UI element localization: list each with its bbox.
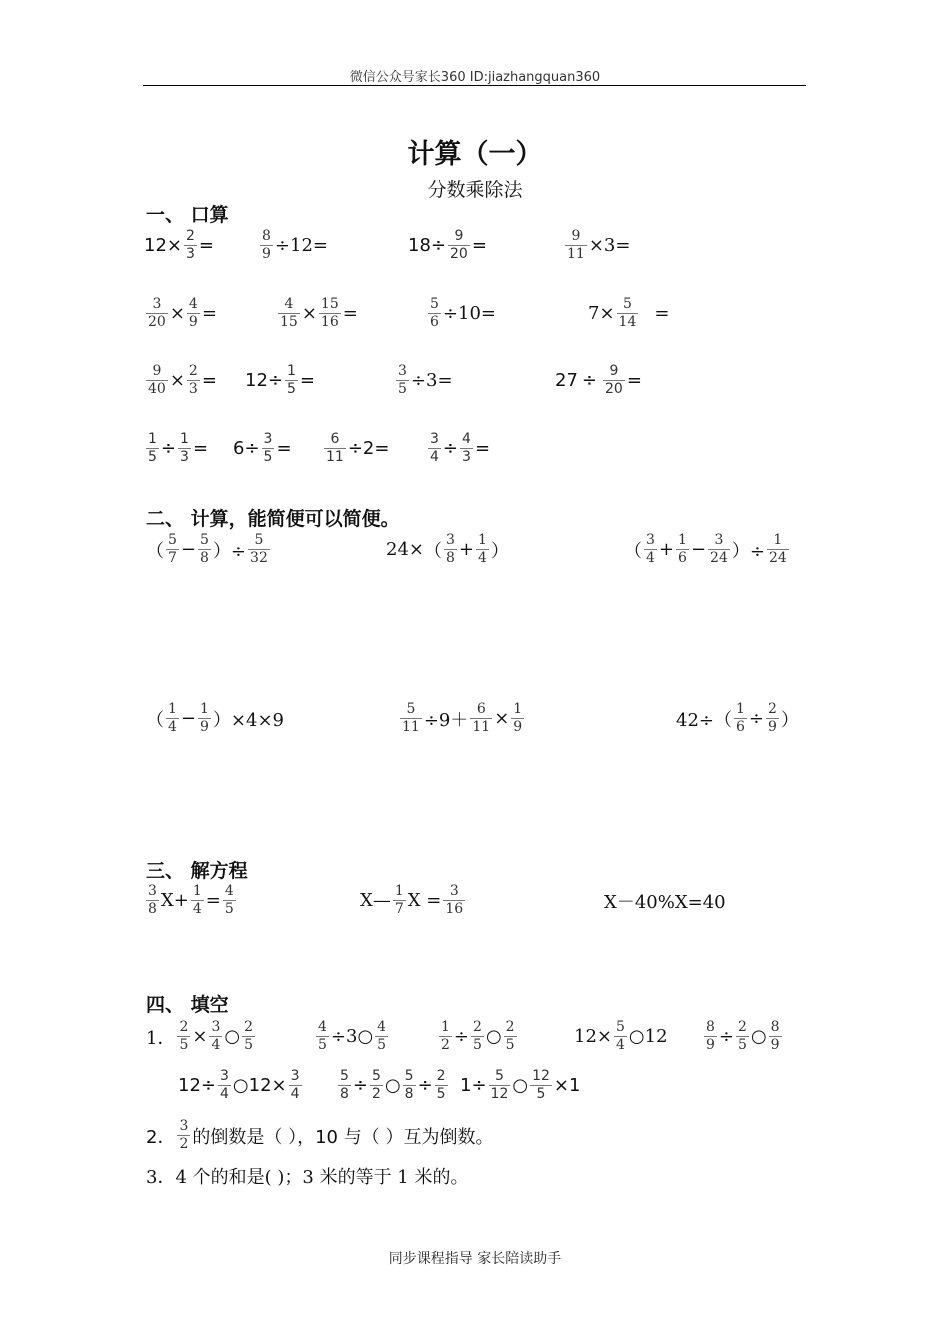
fraction: 5 8 (340, 1068, 349, 1102)
page-header: 微信公众号家长360 ID:jiazhangquan360 (349, 70, 601, 85)
fraction: 3 5 (263, 431, 273, 465)
fraction: 5 6 (430, 296, 439, 330)
oral-item: 12 × 2 3 = (144, 228, 215, 262)
op: × (166, 235, 182, 256)
oral-item: 1 5 ÷ 1 3 = (148, 431, 209, 465)
fraction: 2 5 (505, 1019, 515, 1053)
oral-item: 6 11 ÷ 2= (326, 431, 390, 465)
fraction: 2 5 (473, 1019, 482, 1053)
fraction: 15 16 (320, 296, 339, 330)
fill-item: 12× 5 4 ○12 (574, 1019, 668, 1053)
fraction: 2 3 (186, 228, 195, 262)
fraction: 2 3 (188, 363, 198, 397)
fraction: 3 4 (211, 1019, 221, 1053)
fraction: 6 11 (472, 701, 491, 735)
fraction: 5 11 (402, 701, 420, 735)
fraction: 1 5 (148, 431, 157, 465)
fraction: 1 5 (287, 363, 296, 397)
oral-item: 12 ÷ 1 5 = (245, 363, 316, 397)
fraction: 8 9 (262, 228, 271, 262)
fraction: 1 6 (736, 701, 745, 735)
fraction: 3 24 (710, 532, 728, 566)
oral-item: 27 ÷ 9 20 = (555, 363, 642, 397)
oral-item: 9 11 ×3= (567, 228, 631, 262)
header-divider (143, 85, 806, 86)
fraction: 3 4 (220, 1068, 229, 1102)
fraction: 5 2 (372, 1068, 381, 1102)
oral-item: 9 40 × 2 3 = (148, 363, 217, 397)
oral-item: 3 5 ÷3= (398, 363, 453, 397)
fraction: 3 4 (430, 431, 439, 465)
fraction: 9 40 (148, 363, 166, 397)
calc-item: 5 11 ÷9＋ 6 11 × 1 9 (402, 701, 523, 735)
fraction: 1 4 (192, 883, 202, 917)
fraction: 2 5 (738, 1019, 747, 1053)
page-footer: 同步课程指导 家长陪读助手 (388, 1251, 562, 1267)
text: 12 (144, 235, 167, 256)
fraction: 4 15 (280, 296, 298, 330)
fraction: 3 16 (445, 883, 464, 917)
fraction: 4 5 (224, 883, 234, 917)
fraction: 4 3 (462, 431, 471, 465)
fraction: 4 9 (188, 296, 198, 330)
fraction: 3 2 (179, 1118, 189, 1152)
fraction: 4 5 (377, 1019, 387, 1053)
fraction: 3 8 (446, 532, 455, 566)
calc-item: （ 5 7 − 5 8 ）÷ 5 32 (146, 532, 268, 566)
fraction: 5 12 (490, 1068, 509, 1102)
section-heading-equations: 三、 解方程 (146, 860, 248, 882)
fraction: 3 8 (148, 883, 157, 917)
page-title: 计算（一） (407, 139, 543, 170)
fill-item: 12÷ 3 4 ○12× 3 4 (178, 1068, 300, 1102)
fraction: 9 11 (567, 228, 585, 262)
fill-item: 5 8 ÷ 5 2 ○ 5 8 ÷ 2 5 (340, 1068, 446, 1102)
fraction: 5 4 (616, 1019, 625, 1053)
fill-item: 4 5 ÷3○ 4 5 (318, 1019, 387, 1053)
fraction: 1 3 (180, 431, 189, 465)
fraction: 9 20 (605, 363, 623, 397)
oral-item: 5 6 ÷10= (430, 296, 496, 330)
fraction: 3 5 (398, 363, 407, 397)
fraction: 12 5 (532, 1068, 550, 1102)
oral-item: 18 ÷ 9 20 = (408, 228, 487, 262)
fraction: 1 4 (168, 701, 177, 735)
fraction: 1 2 (441, 1019, 450, 1053)
fill-item: 2． 3 2 的倒数是（ ），10 与（ ）互为倒数。 (146, 1118, 494, 1152)
fraction: 3 4 (646, 532, 655, 566)
fraction: 6 11 (326, 431, 344, 465)
fraction: 5 7 (168, 532, 177, 566)
oral-item: 3 4 ÷ 4 3 = (430, 431, 491, 465)
fill-item: 1÷ 5 12 ○ 12 5 ×1 (460, 1068, 581, 1102)
fraction: 4 5 (318, 1019, 327, 1053)
fraction: 1 9 (200, 701, 209, 735)
section-heading-oral: 一、 口算 (146, 204, 229, 226)
fraction: 5 8 (200, 532, 209, 566)
fraction: 2 5 (436, 1068, 446, 1102)
oral-item: 8 9 ÷ 12= (262, 228, 329, 262)
section-heading-fill-in: 四、 填空 (146, 994, 229, 1016)
fraction: 5 32 (250, 532, 268, 566)
fraction: 3 4 (290, 1068, 300, 1102)
calc-item: （ 3 4 + 1 6 − 3 24 ）÷ 1 24 (624, 532, 787, 566)
oral-item: 4 15 × 15 16 = (280, 296, 358, 330)
fraction: 5 8 (404, 1068, 414, 1102)
fraction: 3 20 (148, 296, 166, 330)
equation-item: X— 1 7 X = 3 16 (360, 883, 464, 917)
fraction: 8 9 (770, 1019, 780, 1053)
equation-item: X－40%X=40 (604, 892, 726, 913)
calc-item: 42÷（ 1 6 ÷ 2 9 ） (676, 701, 799, 735)
fraction: 1 9 (513, 701, 523, 735)
fraction: 8 9 (706, 1019, 715, 1053)
oral-item: 6 ÷ 3 5 = (233, 431, 292, 465)
fraction: 2 9 (768, 701, 777, 735)
section-heading-calc: 二、 计算，能简便可以简便。 (146, 508, 400, 530)
fraction: 9 20 (450, 228, 468, 262)
equation-item: 3 8 X+ 1 4 = 4 5 (148, 883, 234, 917)
fraction: 1 24 (768, 532, 787, 566)
fraction: 1 6 (678, 532, 687, 566)
fill-item: 8 9 ÷ 2 5 ○ 8 9 (706, 1019, 780, 1053)
fraction: 1 7 (394, 883, 404, 917)
fraction: 2 5 (179, 1019, 189, 1053)
page-subtitle: 分数乘除法 (427, 179, 523, 201)
oral-item: 3 20 × 4 9 = (148, 296, 217, 330)
fill-item: 3．4 个的和是( )；3 米的等于 1 米的。 (146, 1167, 469, 1188)
calc-item: 24× （ 3 8 + 1 4 ） (386, 532, 509, 566)
fill-item: 1． 2 5 × 3 4 ○ 2 5 (146, 1019, 254, 1053)
fraction: 1 4 (478, 532, 487, 566)
fraction: 2 5 (244, 1019, 254, 1053)
fraction: 5 14 (618, 296, 637, 330)
fill-item: 1 2 ÷ 2 5 ○ 2 5 (441, 1019, 515, 1053)
calc-item: （ 1 4 − 1 9 ）×4×9 (146, 701, 285, 735)
oral-item: 7 × 5 14 = (588, 296, 670, 330)
